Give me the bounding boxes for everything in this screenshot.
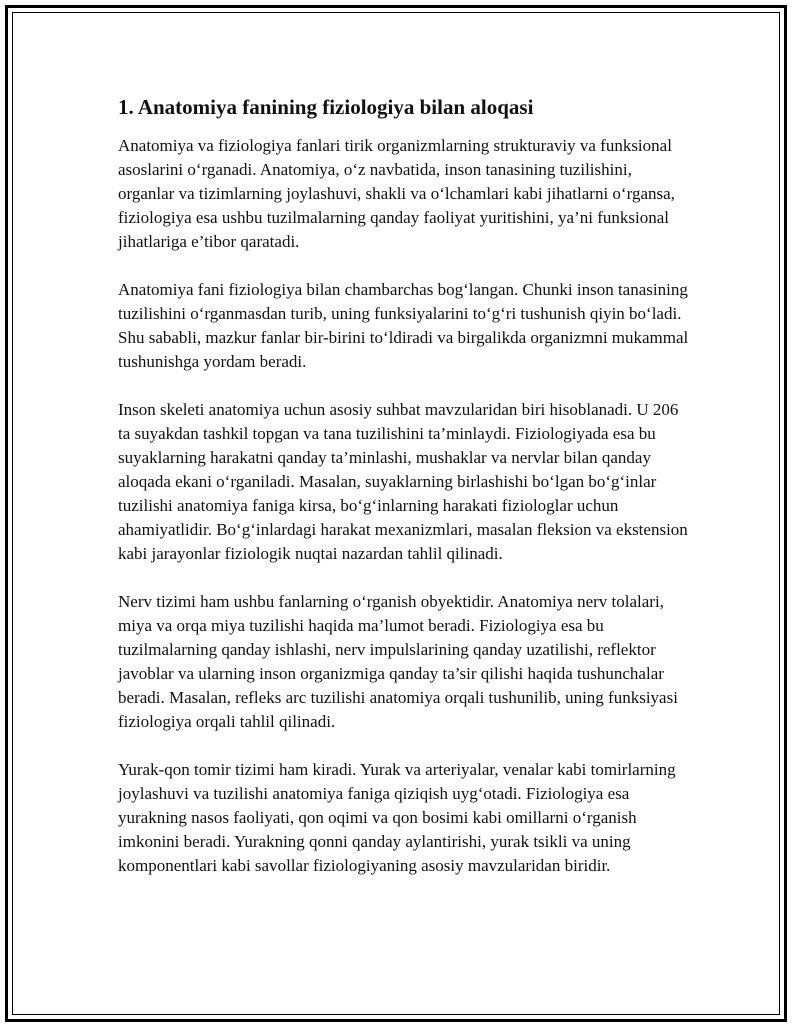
paragraph-1: Anatomiya va fiziologiya fanlari tirik organizmlarning strukturaviy va funksional asoslarini oʻrganadi. Anatomiya, oʻz navbatida, inson tanasining tuzilishini, organlar va tizimlarning joylashuvi, shakli va oʻlchamlari kabi jihatlarni oʻrgansa, fiziologiya esa ushbu tuzilmalarning qanday faoliyat yuritishini, ya’ni funksional jihatlariga e’tibor qaratadi. [118,136,675,251]
document-body [118,94,690,902]
section-heading: 1. Anatomiya fanining fiziologiya bilan aloqasi [118,95,534,119]
paragraph-3: Inson skeleti anatomiya uchun asosiy suhbat mavzularidan biri hisoblanadi. U 206 ta suyakdan tashkil topgan va tana tuzilishini ta’minlaydi. Fiziologiyada esa bu suyaklarning harakatni qanday ta’minlashi, mushaklar va nervlar bilan qanday aloqada ekani oʻrganiladi. Masalan, suyaklarning birlashishi boʻlgan boʻgʻinlar tuzilishi anatomiya faniga kirsa, boʻgʻinlarning harakati fiziologlar uchun ahamiyatlidir. Boʻgʻinlardagi harakat mexanizmlari, masalan fleksion va ekstension kabi jarayonlar fiziologik nuqtai nazardan tahlil qilinadi. [118,400,688,563]
paragraph-2: Anatomiya fani fiziologiya bilan chambarchas bogʻlangan. Chunki inson tanasining tuzilishini oʻrganmasdan turib, uning funksiyalarini toʻgʻri tushunish qiyin boʻladi. Shu sababli, mazkur fanlar bir-birini toʻldiradi va birgalikda organizmni mukammal tushunishga yordam beradi. [118,280,689,371]
paragraph-5: Yurak-qon tomir tizimi ham kiradi. Yurak va arteriyalar, venalar kabi tomirlarning joylashuvi va tuzilishi anatomiya faniga qiziqish uygʻotadi. Fiziologiya esa yurakning nasos faoliyati, qon oqimi va qon bosimi kabi omillarni oʻrganish imkonini beradi. Yurakning qonni qanday aylantirishi, yurak tsikli va uning komponentlari kabi savollar fiziologiyaning asosiy mavzularidan biridir. [118,760,676,875]
paragraph-4: Nerv tizimi ham ushbu fanlarning oʻrganish obyektidir. Anatomiya nerv tolalari, miya va orqa miya tuzilishi haqida ma’lumot beradi. Fiziologiya esa bu tuzilmalarning qanday ishlashi, nerv impulslarining qanday uzatilishi, reflektor javoblar va ularning inson organizmiga qanday ta’sir qilishi haqida tushunchalar beradi. Masalan, refleks arc tuzilishi anatomiya orqali tushunilib, uning funksiyasi fiziologiya orqali tahlil qilinadi. [118,592,678,731]
